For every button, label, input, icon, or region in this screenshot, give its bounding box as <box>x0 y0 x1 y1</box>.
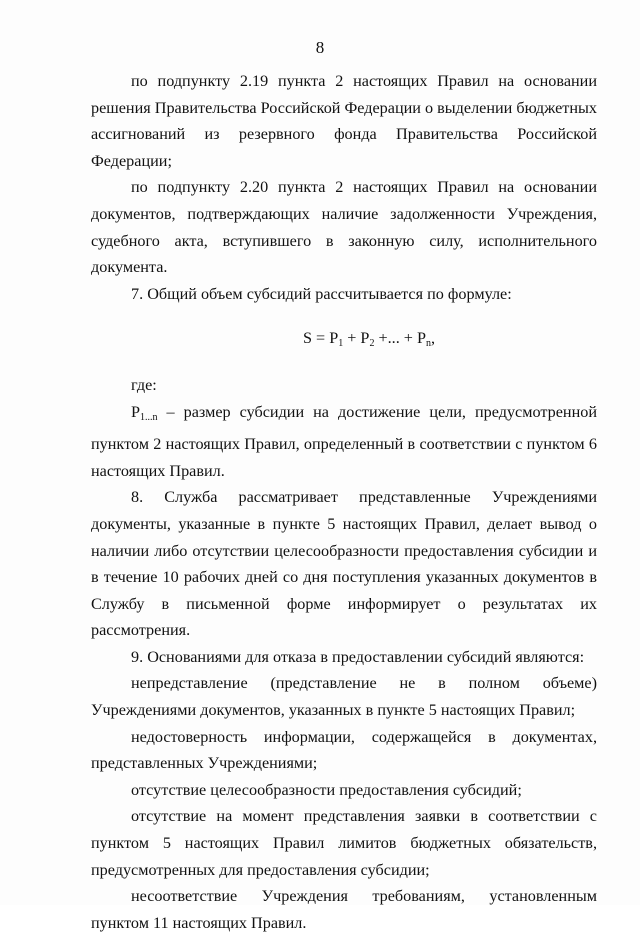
page-number: 8 <box>315 38 325 57</box>
paragraph-subpoint-2-19: по подпункту 2.19 пункта 2 настоящих Правил на основании решения Правительства Российской Федерации о выделении бюджетных ассигнований из резервного фонда Правительства Российской Федерации; <box>91 72 597 170</box>
formula-plus-p: + P <box>343 329 370 348</box>
paragraph-item-7: 7. Общий объем субсидий рассчитывается по формуле: <box>131 284 512 303</box>
paragraph-where: где: <box>131 375 157 394</box>
paragraph-subpoint-2-20: по подпункту 2.20 пункта 2 настоящих Правил на основании документов, подтверждающих наличие задолженности Учреждения, судебного акта, вступившего в законную силу, исполнительного документа. <box>91 178 597 277</box>
subsidy-formula <box>91 325 597 358</box>
document-body <box>91 68 597 936</box>
paragraph-item-8: 8. Служба рассматривает представленные Учреждениями документы, указанные в пункте 5 настоящих Правил, делает вывод о наличии либо отсутствии целесообразности предоставления субсидии и в течение 10 рабочих дней со дня поступления указанных документов в Службу в письменной форме информирует о результатах их рассмотрения. <box>91 488 597 640</box>
formula-end: , <box>430 329 436 348</box>
paragraph-refusal-3: отсутствие целесообразности предоставления субсидий; <box>131 780 522 799</box>
formula-sub-2: 2 <box>369 338 375 350</box>
paragraph-refusal-2: недостоверность информации, содержащейся в документах, представленных Учреждениями; <box>91 727 597 773</box>
paragraph-p-definition <box>91 399 597 485</box>
paragraph-refusal-5: несоответствие Учреждения требованиям, установленным пунктом 11 настоящих Правил. <box>91 887 597 932</box>
p-symbol: P <box>131 402 141 421</box>
formula-sub-1: 1 <box>338 338 344 350</box>
paragraph-refusal-1: непредставление (представление не в полном объеме) Учреждениями документов, указанных в пункте 5 настоящих Правил; <box>91 674 597 720</box>
formula-s: S = P <box>302 329 339 348</box>
p-definition-text: – размер субсидии на достижение цели, предусмотренной пунктом 2 настоящих Правил, определенный в соответствии с пунктом 6 настоящих Правил. <box>91 402 597 480</box>
paragraph-item-9: 9. Основаниями для отказа в предоставлении субсидий являются: <box>131 647 585 666</box>
paragraph-refusal-4: отсутствие на момент представления заявки в соответствии с пунктом 5 настоящих Правил лимитов бюджетных обязательств, предусмотренных для предоставления субсидии; <box>91 807 597 879</box>
p-symbol-sub: 1...n <box>140 411 158 423</box>
formula-sub-n: n <box>425 338 431 350</box>
formula-dots: +... + P <box>374 329 426 348</box>
